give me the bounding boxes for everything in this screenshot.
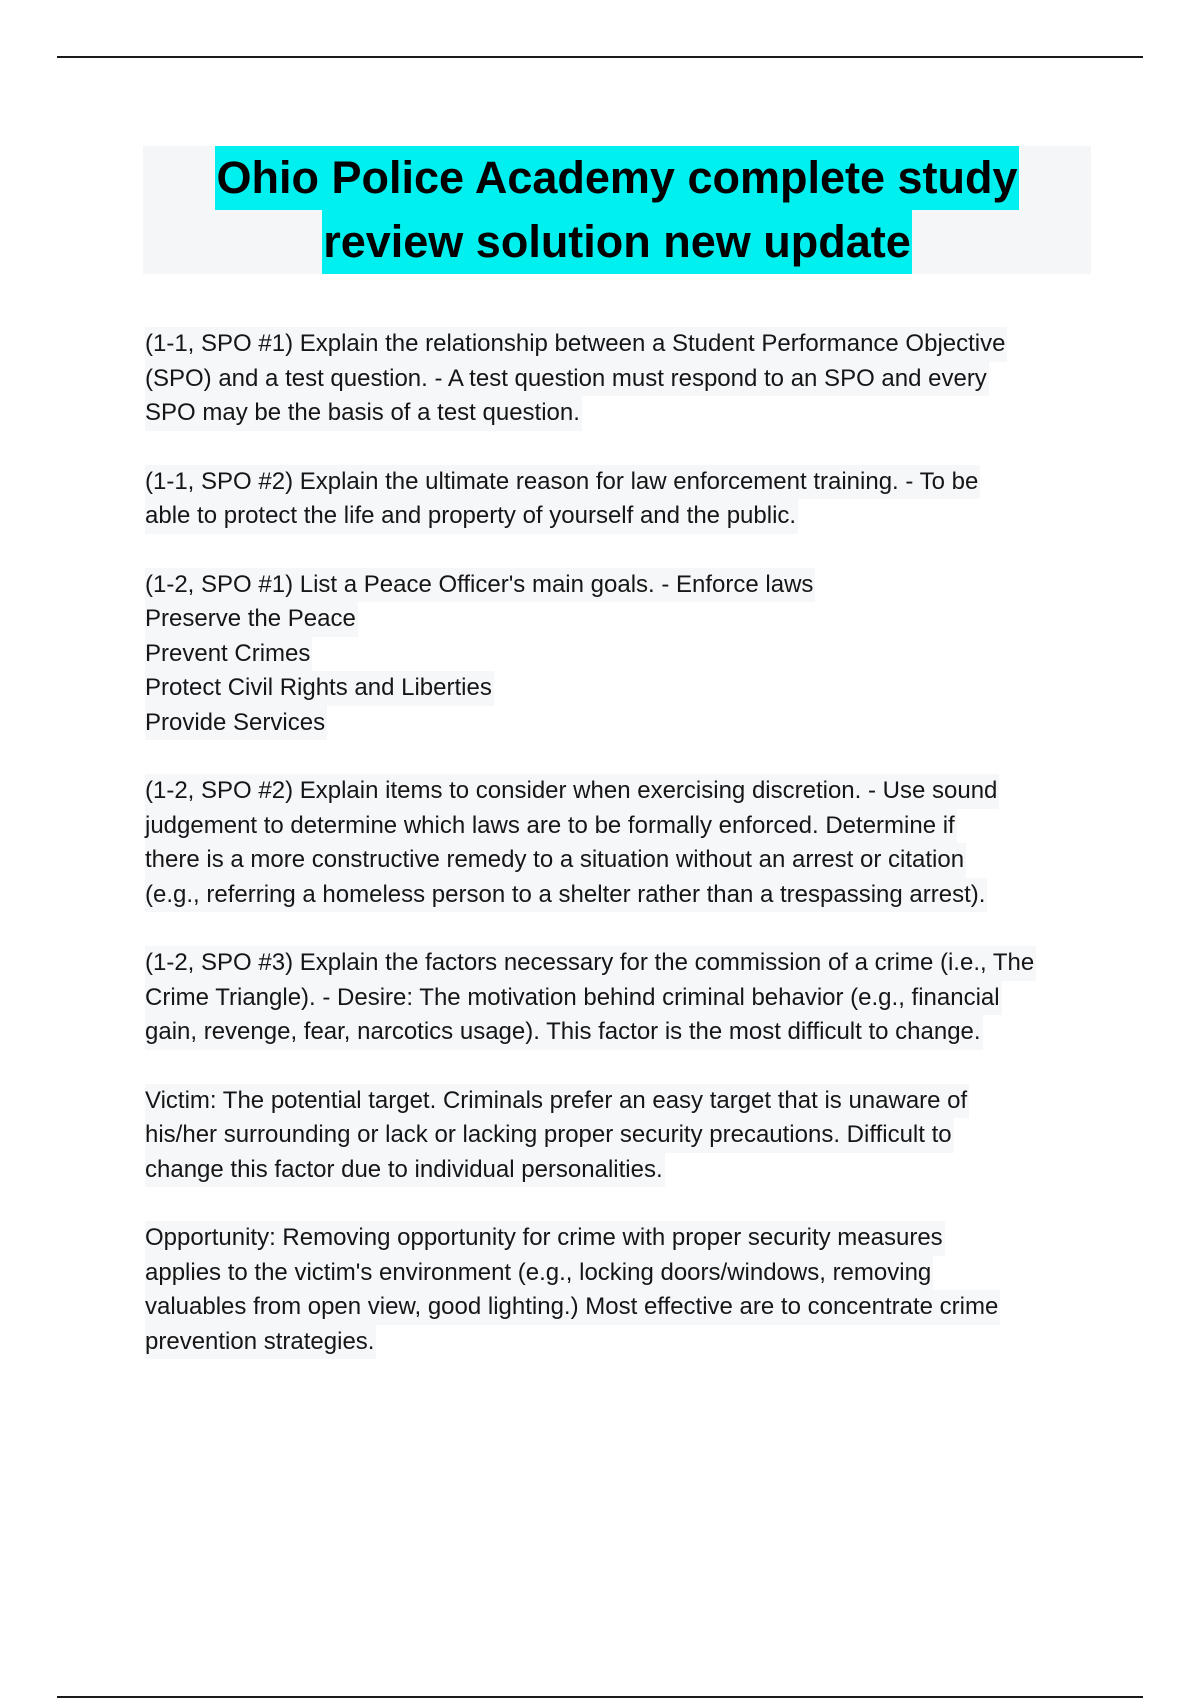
document-body bbox=[145, 327, 1105, 1393]
text-line: (1-1, SPO #2) Explain the ultimate reason for law enforcement training. - To be bbox=[145, 465, 980, 500]
paragraph bbox=[145, 465, 1105, 534]
text-line: (1-2, SPO #2) Explain items to consider when exercising discretion. - Use sound bbox=[145, 774, 999, 809]
paragraph bbox=[145, 1221, 1105, 1359]
text-line: SPO may be the basis of a test question. bbox=[145, 396, 582, 431]
text-line: there is a more constructive remedy to a situation without an arrest or citation bbox=[145, 843, 966, 878]
title-line: review solution new update bbox=[322, 210, 912, 274]
text-line: able to protect the life and property of yourself and the public. bbox=[145, 499, 798, 534]
text-line: Victim: The potential target. Criminals prefer an easy target that is unaware of bbox=[145, 1084, 969, 1119]
text-line: (1-2, SPO #1) List a Peace Officer's main goals. - Enforce laws bbox=[145, 568, 815, 603]
text-line: (1-1, SPO #1) Explain the relationship between a Student Performance Objective bbox=[145, 327, 1007, 362]
text-line: (e.g., referring a homeless person to a shelter rather than a trespassing arrest). bbox=[145, 878, 987, 913]
bottom-rule bbox=[57, 1696, 1143, 1698]
text-line: judgement to determine which laws are to be formally enforced. Determine if bbox=[145, 809, 957, 844]
text-line: (SPO) and a test question. - A test question must respond to an SPO and every bbox=[145, 362, 989, 397]
text-line: gain, revenge, fear, narcotics usage). This factor is the most difficult to change. bbox=[145, 1015, 983, 1050]
top-rule bbox=[57, 56, 1143, 58]
text-line: Crime Triangle). - Desire: The motivation behind criminal behavior (e.g., financial bbox=[145, 981, 1002, 1016]
paragraph bbox=[145, 946, 1105, 1050]
paragraph bbox=[145, 774, 1105, 912]
text-line: applies to the victim's environment (e.g., locking doors/windows, removing bbox=[145, 1256, 933, 1291]
list-item: Preserve the Peace bbox=[145, 602, 358, 637]
paragraph bbox=[145, 327, 1105, 431]
document-title bbox=[143, 146, 1091, 274]
text-line: prevention strategies. bbox=[145, 1325, 376, 1360]
list-item: Protect Civil Rights and Liberties bbox=[145, 671, 494, 706]
title-line: Ohio Police Academy complete study bbox=[215, 146, 1018, 210]
text-line: Opportunity: Removing opportunity for crime with proper security measures bbox=[145, 1221, 945, 1256]
text-line: his/her surrounding or lack or lacking proper security precautions. Difficult to bbox=[145, 1118, 954, 1153]
list-item: Provide Services bbox=[145, 706, 327, 741]
paragraph bbox=[145, 568, 1105, 741]
list-item: Prevent Crimes bbox=[145, 637, 312, 672]
paragraph bbox=[145, 1084, 1105, 1188]
text-line: valuables from open view, good lighting.) Most effective are to concentrate crime bbox=[145, 1290, 1000, 1325]
text-line: change this factor due to individual personalities. bbox=[145, 1153, 665, 1188]
text-line: (1-2, SPO #3) Explain the factors necessary for the commission of a crime (i.e., The bbox=[145, 946, 1036, 981]
